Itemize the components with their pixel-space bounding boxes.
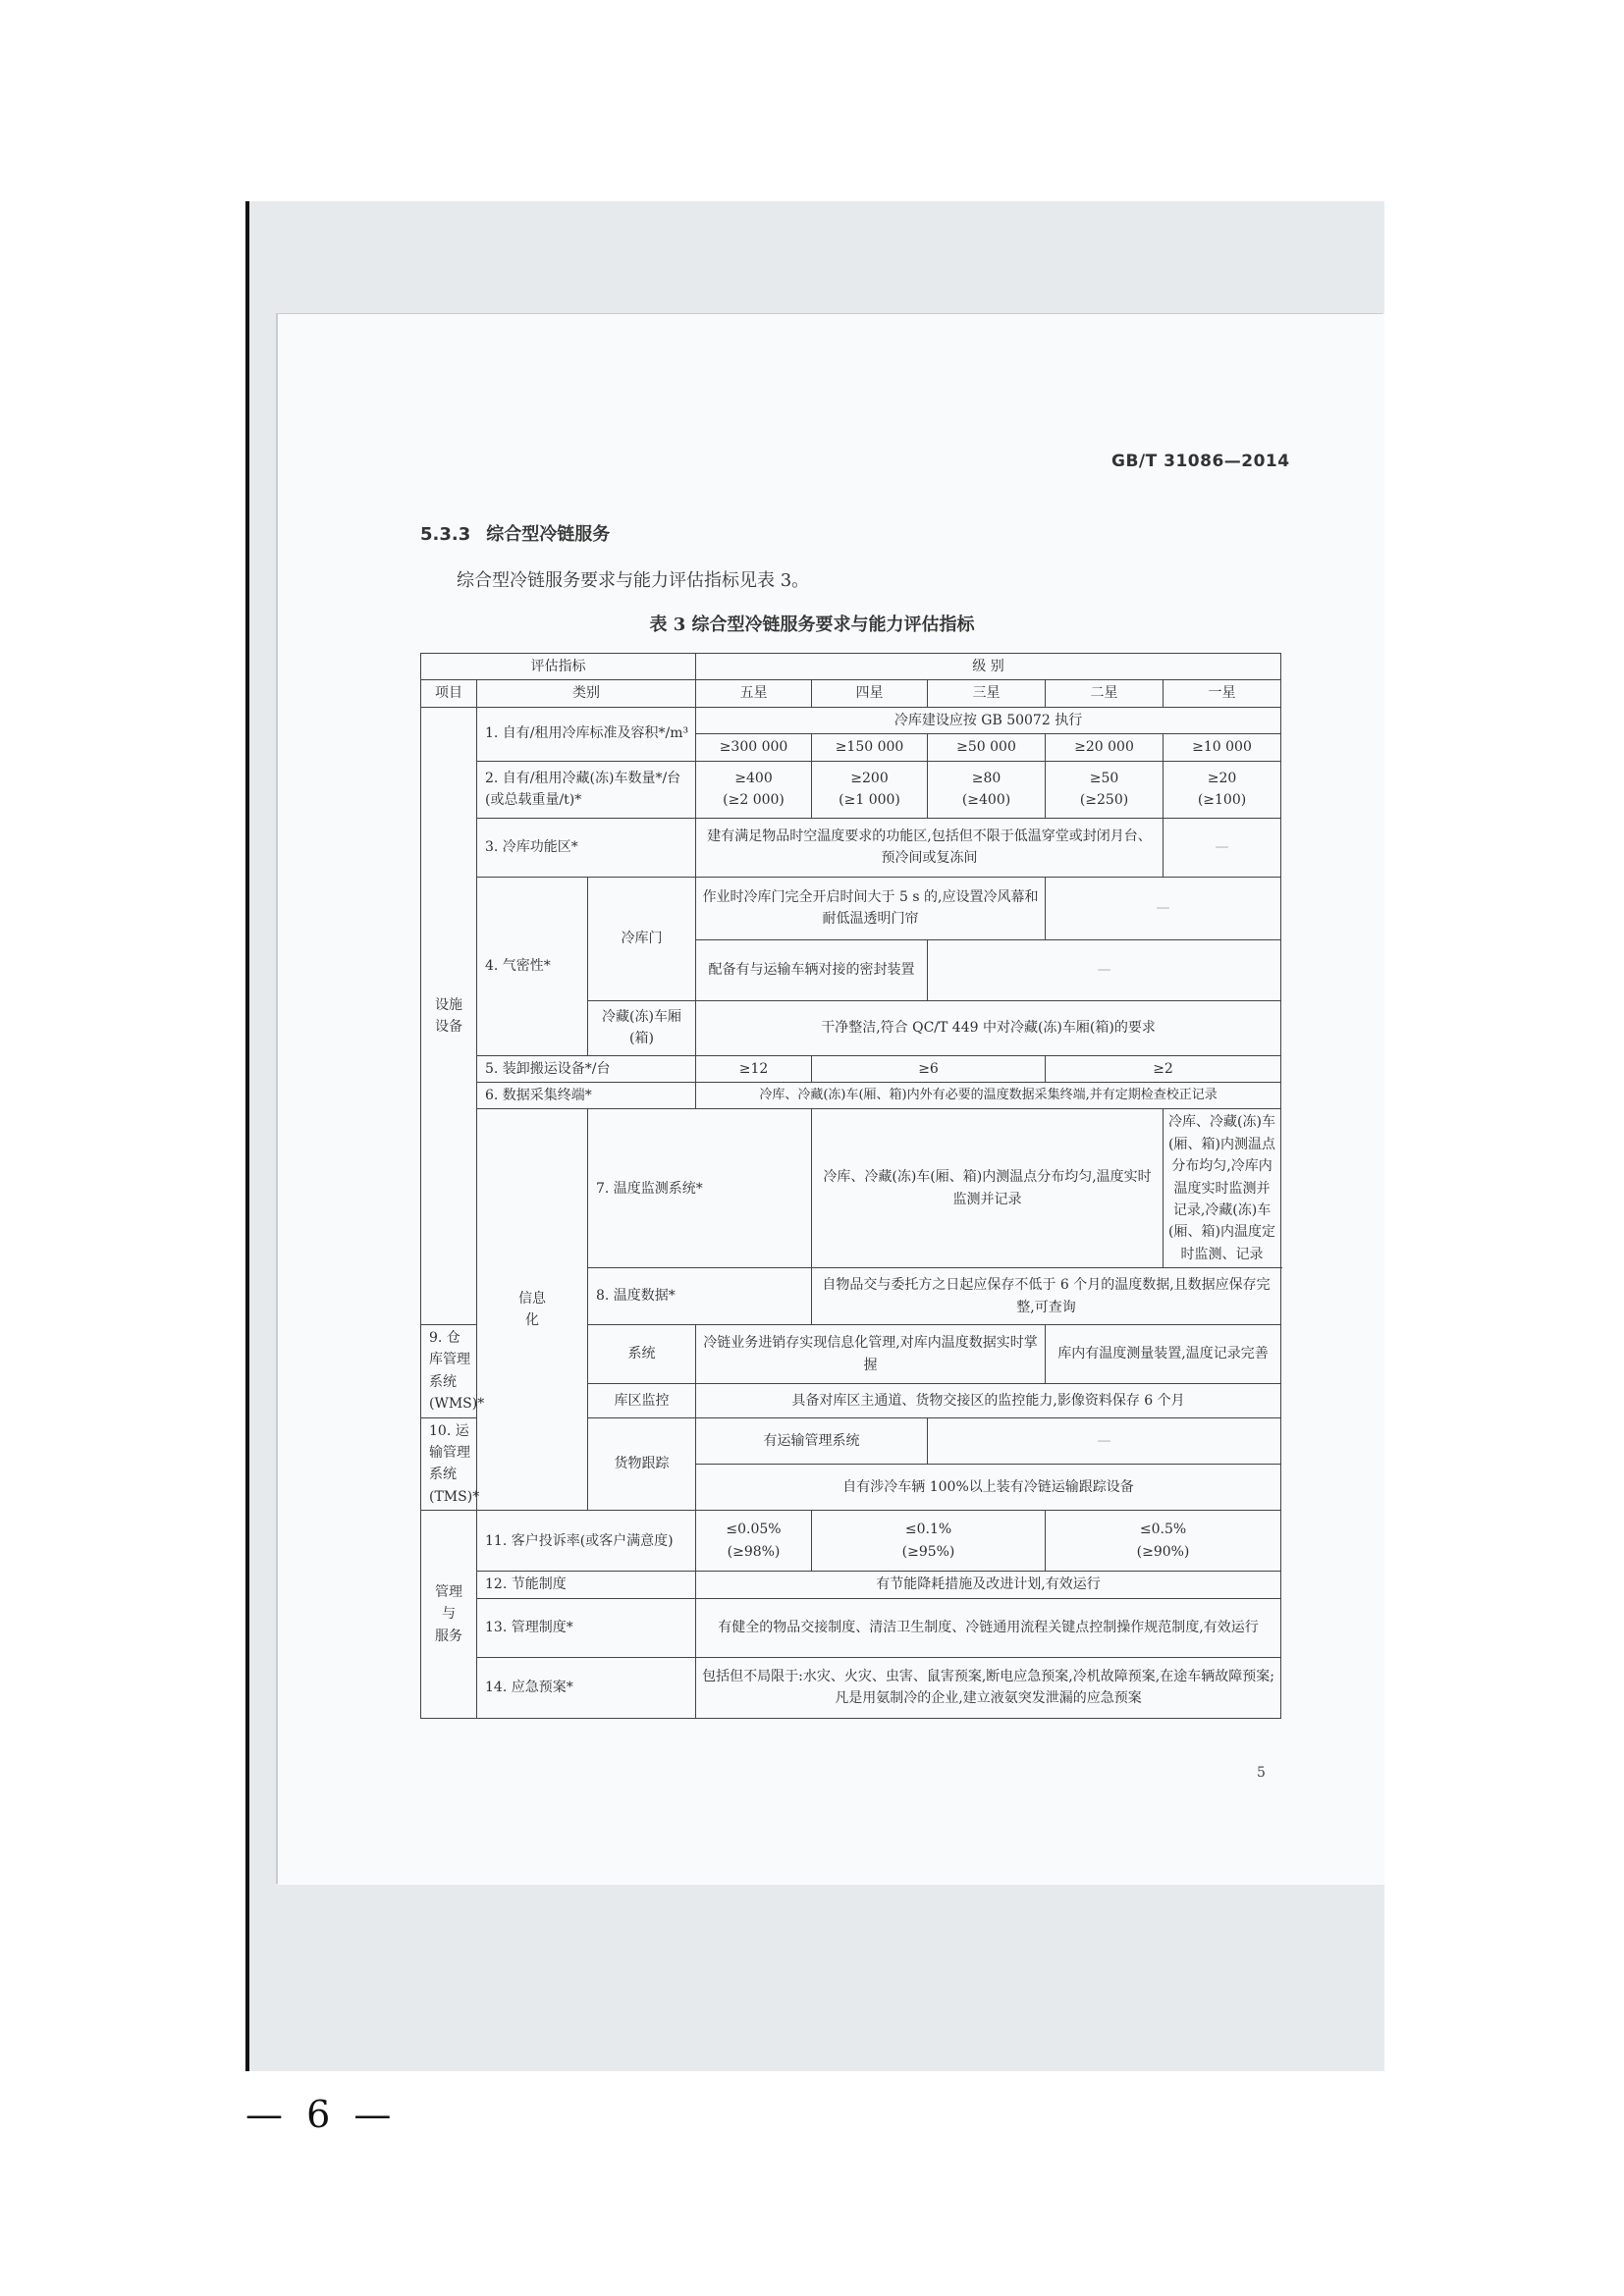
row-sublabel: 库区监控 [588, 1384, 696, 1418]
table-cell: 配备有与运输车辆对接的密封装置 [696, 939, 928, 1000]
table-cell: ≥400 (≥2 000) [696, 761, 812, 818]
row-label: 1. 自有/租用冷库标准及容积*/m³ [477, 707, 696, 761]
table-cell: ≥2 [1046, 1055, 1281, 1082]
section-title: 综合型冷链服务 [486, 524, 611, 545]
table-cell: ≤0.1% (≥95%) [812, 1511, 1046, 1572]
section-number: 5.3.3 [420, 524, 471, 545]
table-cell: 冷库、冷藏(冻)车(厢、箱)内外有必要的温度数据采集终端,并有定期检查校正记录 [696, 1082, 1281, 1108]
table-cell: 冷库建设应按 GB 50072 执行 [696, 707, 1281, 733]
table-cell: ≥20 000 [1046, 734, 1164, 761]
header-level: 级 别 [696, 654, 1281, 680]
table-cell: 具备对库区主通道、货物交接区的监控能力,影像资料保存 6 个月 [696, 1384, 1281, 1418]
header-project: 项目 [421, 680, 477, 707]
table-cell: ≥50 000 [928, 734, 1046, 761]
table-cell: ≤0.05% (≥98%) [696, 1511, 812, 1572]
table-cell: — [928, 1417, 1281, 1464]
row-sublabel: 冷藏(冻)车厢(箱) [588, 1000, 696, 1055]
row-label: 8. 温度数据* [588, 1268, 812, 1325]
table-cell: — [928, 939, 1281, 1000]
table-row [421, 707, 1281, 733]
row-label: 13. 管理制度* [477, 1598, 696, 1657]
scan-edge [245, 201, 249, 2071]
intro-paragraph: 综合型冷链服务要求与能力评估指标见表 3。 [457, 570, 810, 591]
evaluation-table [420, 653, 1281, 1719]
table-row [421, 761, 1281, 818]
table-cell: ≥12 [696, 1055, 812, 1082]
row-label: 2. 自有/租用冷藏(冻)车数量*/台(或总载重量/t)* [477, 761, 696, 818]
table-row [421, 1082, 1281, 1108]
table-row [421, 1598, 1281, 1657]
table-cell: ≤0.5% (≥90%) [1046, 1511, 1281, 1572]
table-cell: 作业时冷库门完全开启时间大于 5 s 的,应设置冷风幕和耐低温透明门帘 [696, 877, 1046, 939]
table-cell: 自物品交与委托方之日起应保存不低于 6 个月的温度数据,且数据应保存完整,可查询 [812, 1268, 1281, 1325]
table-cell: 有节能降耗措施及改进计划,有效运行 [696, 1572, 1281, 1598]
group-management: 管理 与 服务 [421, 1511, 477, 1718]
table-cell: 冷库、冷藏(冻)车(厢、箱)内测温点分布均匀,冷库内温度实时监测并记录,冷藏(冻)车(厢、箱)内温度定时监测、记录 [1164, 1109, 1281, 1268]
row-label: 5. 装卸搬运设备*/台 [477, 1055, 696, 1082]
row-label: 9. 仓库管理系统(WMS)* [421, 1325, 477, 1418]
row-label: 12. 节能制度 [477, 1572, 696, 1598]
table-header-row-1 [421, 654, 1281, 680]
table-row [421, 877, 1281, 939]
row-sublabel: 系统 [588, 1325, 696, 1384]
table-cell: ≥50 (≥250) [1046, 761, 1164, 818]
table-cell: 库内有温度测量装置,温度记录完善 [1046, 1325, 1281, 1384]
table-row [421, 1572, 1281, 1598]
header-star-1: 一星 [1164, 680, 1281, 707]
standard-number: GB/T 31086—2014 [1111, 452, 1290, 471]
row-label: 14. 应急预案* [477, 1657, 696, 1718]
table-row [421, 1109, 1281, 1268]
header-category: 类别 [477, 680, 696, 707]
row-sublabel: 冷库门 [588, 877, 696, 1000]
table-cell: 建有满足物品时空温度要求的功能区,包括但不限于低温穿堂或封闭月台、预冷间或复冻间 [696, 818, 1164, 877]
table-cell: 自有涉冷车辆 100%以上装有冷链运输跟踪设备 [696, 1464, 1281, 1510]
bottom-page-label: — 6 — [245, 2093, 398, 2136]
table-cell: 冷链业务进销存实现信息化管理,对库内温度数据实时掌握 [696, 1325, 1046, 1384]
table-caption: 表 3 综合型冷链服务要求与能力评估指标 [649, 614, 975, 635]
table-row [421, 818, 1281, 877]
group-informatization: 信息 化 [477, 1109, 588, 1511]
table-cell: ≥80 (≥400) [928, 761, 1046, 818]
table-cell: 冷库、冷藏(冻)车(厢、箱)内测温点分布均匀,温度实时监测并记录 [812, 1109, 1164, 1268]
table-cell: ≥300 000 [696, 734, 812, 761]
page-number: 5 [1257, 1765, 1266, 1781]
table-cell: 有运输管理系统 [696, 1417, 928, 1464]
header-star-4: 四星 [812, 680, 928, 707]
section-heading [420, 520, 610, 546]
table-row [421, 1657, 1281, 1718]
table-cell: 有健全的物品交接制度、清洁卫生制度、冷链通用流程关键点控制操作规范制度,有效运行 [696, 1598, 1281, 1657]
row-label: 3. 冷库功能区* [477, 818, 696, 877]
header-star-3: 三星 [928, 680, 1046, 707]
table-cell: 包括但不局限于:水灾、火灾、虫害、鼠害预案,断电应急预案,冷机故障预案,在途车辆故障预案;凡是用氨制冷的企业,建立液氨突发泄漏的应急预案 [696, 1657, 1281, 1718]
table-cell: 干净整洁,符合 QC/T 449 中对冷藏(冻)车厢(箱)的要求 [696, 1000, 1281, 1055]
header-eval: 评估指标 [421, 654, 696, 680]
table-cell: ≥150 000 [812, 734, 928, 761]
row-label: 10. 运输管理系统(TMS)* [421, 1417, 477, 1511]
table-cell: — [1046, 877, 1281, 939]
row-label: 4. 气密性* [477, 877, 588, 1055]
table-row [421, 1511, 1281, 1572]
header-star-5: 五星 [696, 680, 812, 707]
group-facilities: 设施 设备 [421, 707, 477, 1324]
header-star-2: 二星 [1046, 680, 1164, 707]
table-cell: ≥10 000 [1164, 734, 1281, 761]
row-label: 7. 温度监测系统* [588, 1109, 812, 1268]
table-cell: — [1164, 818, 1281, 877]
table-header-row-2 [421, 680, 1281, 707]
table-cell: ≥20 (≥100) [1164, 761, 1281, 818]
row-label: 6. 数据采集终端* [477, 1082, 696, 1108]
row-label: 11. 客户投诉率(或客户满意度) [477, 1511, 696, 1572]
table-cell: ≥6 [812, 1055, 1046, 1082]
table-row [421, 1055, 1281, 1082]
row-sublabel: 货物跟踪 [588, 1417, 696, 1511]
table-cell: ≥200 (≥1 000) [812, 761, 928, 818]
